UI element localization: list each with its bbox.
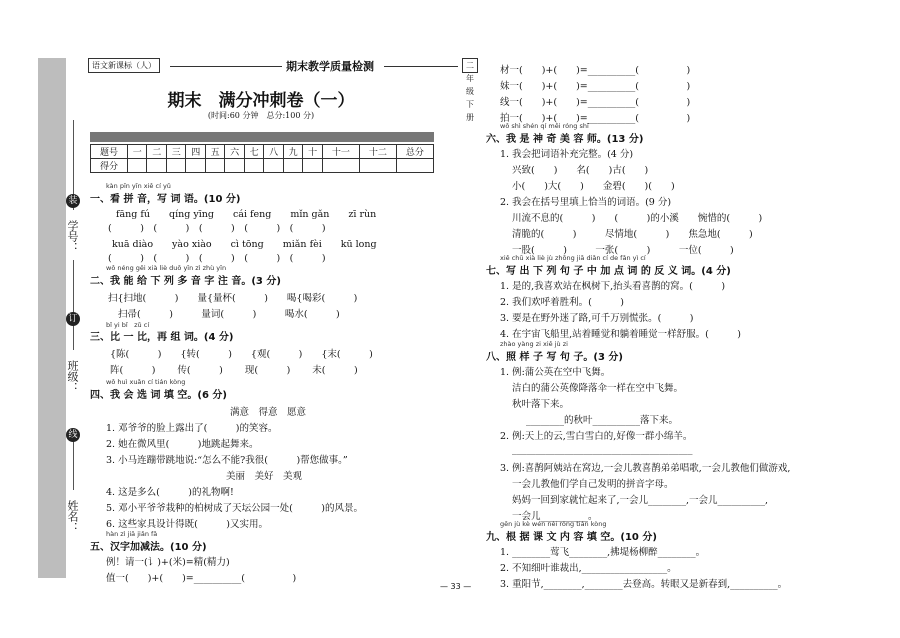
- table-cell: 十: [303, 145, 322, 159]
- question-line: 扫帚( ) 量词( ) 喝水( ): [118, 309, 340, 320]
- section-heading: 三、比 一 比，再 组 词。(4 分): [90, 332, 234, 343]
- question-line: 1. 我会把词语补充完整。(4 分): [500, 149, 634, 160]
- question-line: 2. 不知细叶谁裁出,__________________。: [500, 563, 677, 574]
- question-line: 2. 她在微风里( )地跳起舞来。: [106, 439, 259, 450]
- table-cell[interactable]: [303, 159, 322, 173]
- question-line: 扫{扫地( ) 量{量杯( ) 喝{喝彩( ): [108, 293, 358, 304]
- question-line: 秋叶落下来。: [512, 399, 570, 410]
- question-line: 清脆的( ) 尽情地( ) 焦急地( ): [512, 229, 753, 240]
- pinyin-line: wǒ shì shén qí měi róng shī: [500, 122, 589, 130]
- table-cell[interactable]: [205, 159, 224, 173]
- question-line: 1. 邓爷爷的脸上露出了( )的笑容。: [106, 423, 278, 434]
- question-line: 一会儿教他们学自己发明的拼音字母。: [512, 479, 674, 490]
- section-heading: 二、我 能 给 下 列 多 音 字 注 音。(3 分): [90, 276, 281, 287]
- score-table: [90, 144, 434, 173]
- table-row: [91, 145, 434, 159]
- pinyin-line: xiě chū xià liè jù zhōng jiā diǎn cí de fǎn yì cí: [500, 254, 646, 262]
- question-line: 阵( ) 传( ) 现( ) 未( ): [110, 365, 358, 376]
- question-line: 2. 我们欢呼着胜利。( ): [500, 297, 624, 308]
- question-line: 美丽 美好 美观: [226, 471, 303, 482]
- pinyin-line: gēn jù kè wén nèi róng tián kòng: [500, 520, 607, 528]
- question-line: 妈妈一回到家就忙起来了,一会儿________,一会儿__________,: [512, 495, 769, 506]
- table-cell[interactable]: [147, 159, 166, 173]
- binding-dot: 线: [66, 428, 80, 442]
- table-cell: 十一: [322, 145, 359, 159]
- question-line: 4. 这是多么( )的礼物啊!: [106, 487, 234, 498]
- paper-info: (时间:60 分钟 总分:100 分): [207, 111, 315, 120]
- table-cell: 一: [128, 145, 147, 159]
- question-line: ( ) ( ) ( ) ( ) ( ): [108, 253, 326, 264]
- question-line: 1. ________莺飞________,拂堤杨柳醉________。: [500, 547, 706, 558]
- table-cell[interactable]: [225, 159, 244, 173]
- question-line: {陈( ) {转( ) {观( ) {末( ): [110, 349, 373, 360]
- pinyin-line: hàn zì jiā jiǎn fǎ: [106, 530, 158, 538]
- table-cell: 六: [225, 145, 244, 159]
- header-rule: [170, 66, 282, 67]
- name-line: [73, 440, 74, 490]
- question-line: 2. 例:天上的云,雪白雪白的,好像一群小绵羊。: [500, 431, 693, 442]
- table-cell: 八: [264, 145, 283, 159]
- table-cell: 七: [244, 145, 263, 159]
- question-line: 3. 重阳节,________,________去登高。转眼又是新春到,__________。: [500, 579, 788, 590]
- table-cell: 十二: [359, 145, 396, 159]
- question-line: 一股( ) 一张( ) 一位( ): [512, 245, 734, 256]
- table-cell: 五: [205, 145, 224, 159]
- question-line: ( ) ( ) ( ) ( ) ( ): [108, 223, 326, 234]
- question-line: 4. 在宇宙飞船里,站着睡觉和躺着睡觉一样舒服。( ): [500, 329, 742, 340]
- question-line: 1. 例:蒲公英在空中飞舞。: [500, 367, 611, 378]
- question-line: 一会儿__________。: [512, 511, 598, 522]
- question-line: 线一( )+( )=__________( ): [500, 97, 691, 108]
- section-heading: 六、我 是 神 奇 美 容 师。(13 分): [486, 134, 644, 145]
- table-cell: 总分: [396, 145, 433, 159]
- table-cell[interactable]: [166, 159, 185, 173]
- question-line: fāng fú qíng yīng cái feng mǐn gǎn zī rùn: [116, 209, 377, 220]
- table-cell[interactable]: [283, 159, 302, 173]
- table-cell: 三: [166, 145, 185, 159]
- header-rule: [384, 66, 458, 67]
- page-number: — 33 —: [440, 582, 472, 591]
- class-line: [73, 260, 74, 350]
- student-id-label: 学号：: [66, 220, 79, 253]
- title-divider: [90, 132, 434, 142]
- pinyin-line: bǐ yi bǐ zǔ cí: [106, 321, 150, 329]
- table-cell[interactable]: [264, 159, 283, 173]
- section-heading: 七、写 出 下 列 句 子 中 加 点 词 的 反 义 词。(4 分): [486, 266, 731, 277]
- question-line: 3. 要是在野外迷了路,可千万别慌张。( ): [500, 313, 694, 324]
- table-cell: 题号: [91, 145, 128, 159]
- pinyin-line: kàn pīn yīn xiě cí yǔ: [106, 182, 171, 190]
- question-line: 6. 这些家具设计得既( )又实用。: [106, 519, 268, 530]
- question-line: 例！请一(讠)+(米)=精(精力): [106, 557, 230, 568]
- section-heading: 一、看 拼 音，写 词 语。(10 分): [90, 194, 241, 205]
- pinyin-line: wǒ huì xuǎn cí tián kòng: [106, 378, 186, 386]
- table-row: [91, 159, 434, 173]
- question-line: 妹一( )+( )=__________( ): [500, 81, 691, 92]
- grade-tag: 二年级下册: [462, 58, 478, 73]
- binding-dot: 订: [66, 312, 80, 326]
- question-line: 5. 邓小平爷爷栽种的柏树成了天坛公园一处( )的风景。: [106, 503, 363, 514]
- binding-strip: [38, 58, 66, 578]
- question-line: 3. 小马连蹦带跳地说:“怎么不能?我很( )帮您做事。”: [106, 455, 348, 466]
- table-cell[interactable]: [244, 159, 263, 173]
- question-line: 川流不息的( ) ( )的小溪 惋惜的( ): [512, 213, 763, 224]
- section-heading: 八、照 样 子 写 句 子。(3 分): [486, 352, 623, 363]
- question-line: 洁白的蒲公英像降落伞一样在空中飞舞。: [512, 383, 684, 394]
- question-line: 2. 我会在括号里填上恰当的词语。(9 分): [500, 197, 672, 208]
- binding-dot: 装: [66, 194, 80, 208]
- table-cell: 四: [186, 145, 205, 159]
- table-cell: 二: [147, 145, 166, 159]
- table-cell[interactable]: [322, 159, 359, 173]
- paper-title: 期末 满分冲刺卷（一）: [167, 91, 355, 111]
- question-line: 小( )大( ) 金碧( )( ): [512, 181, 675, 192]
- class-label: 班级：: [66, 360, 79, 393]
- question-line: 满意 得意 愿意: [230, 407, 307, 418]
- question-line: 1. 是的,我喜欢站在枫树下,抬头看喜鹊的窝。( ): [500, 281, 726, 292]
- question-line: 3. 例:喜鹊阿姨站在窝边,一会儿教喜鹊弟弟唱歌,一会儿教他们做游戏,: [500, 463, 791, 474]
- table-cell[interactable]: [359, 159, 396, 173]
- question-line: ________的秋叶__________落下来。: [526, 415, 679, 426]
- question-line: ______________________________________: [512, 444, 693, 455]
- question-line: kuā diào yào xiào cì tōng miǎn fèi kū long: [112, 239, 377, 250]
- exam-title: 期末教学质量检测: [286, 60, 374, 73]
- question-line: 兴致( ) 名( )古( ): [512, 165, 649, 176]
- pinyin-line: wǒ néng gěi xià liè duō yīn zì zhù yīn: [106, 264, 227, 272]
- table-cell[interactable]: [396, 159, 433, 173]
- question-line: 材一( )+( )=__________( ): [500, 65, 691, 76]
- table-cell[interactable]: [186, 159, 205, 173]
- name-label: 姓名：: [66, 500, 79, 533]
- edition-tag: 语文新课标（人）: [88, 58, 160, 73]
- section-heading: 四、我 会 选 词 填 空。(6 分): [90, 390, 227, 401]
- table-cell: 九: [283, 145, 302, 159]
- table-cell[interactable]: [128, 159, 147, 173]
- table-cell: 得分: [91, 159, 128, 173]
- section-heading: 五、汉字加减法。(10 分): [90, 542, 207, 553]
- section-heading: 九、根 据 课 文 内 容 填 空。(10 分): [486, 532, 657, 543]
- pinyin-line: zhào yàng zi xiě jù zi: [500, 340, 568, 348]
- question-line: 值一( )+( )=__________( ): [106, 573, 297, 584]
- question-line: 拍一( )+( )=__________( ): [500, 113, 691, 124]
